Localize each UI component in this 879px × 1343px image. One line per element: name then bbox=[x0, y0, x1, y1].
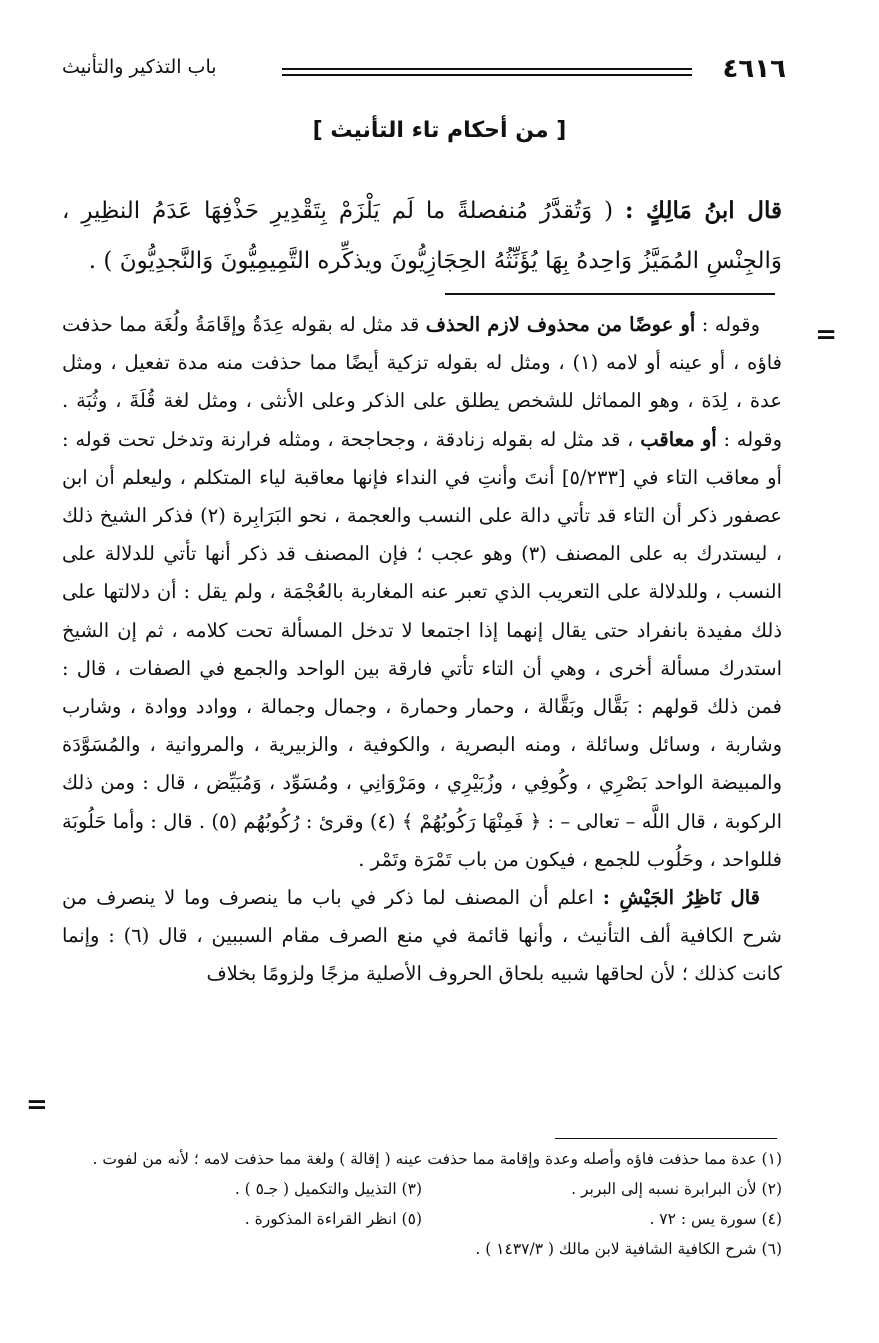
commentary-text: ، قد مثل له بقوله زنادقة ، وجحاجحة ، ومثله فرارنة وتدخل تحت قوله : أو معاقب التاء في [٥/٢٣٣] أنتَ وأنتِ في النداء فإنها معاقبة لياء المتكلم ، وليعلم أن ابن عصفور ذكر أن التاء قد تأتي دالة على النسب والعجمة ، نحو البَرَابِرة (٢) فذكر الشيخ ذلك ، ليستدرك به على المصنف (٣) وهو عجب ؛ فإن المصنف قد ذكر أنها تأتي للدلالة على النسب ، وللدلالة على التعريب الذي تعبر عنه المغاربة بالعُجْمَة ، ولم يقل : أن دلالتها على ذلك مفيدة بانفراد حتى يقال إنهما إذا اجتمعا لا تدخل المسألة تحت كلامه ، ثم إن الشيخ استدرك مسألة أخرى ، وهي أن التاء تأتي فارقة بين الواحد والجمع في الصفات ، قال : فمن ذلك قولهم : بَقَّال وبَقَّالة ، وحمار وحمارة ، وجمال وجمالة ، ووادد ووادة ، وشارب وشاربة ، وسائل وسائلة ، ومنه البصرية ، والكوفية ، والزبيرية ، والمروانية ، والمُسَوَّدَة والمبيضة الواحد بَصْرِي ، وكُوفِي ، وزُبَيْرِي ، ومَرْوَانِي ، ومُسَوِّد ، وَمُبَيِّض ، قال : ومن ذلك الركوبة ، قال اللَّه – تعالى – : ﴿ فَمِنْهَا رَكُوبُهُمْ ﴾ (٤) وقرئ : رُكُوبُهُم (٥) . قال : وأما حَلُوبَة فللواحد ، وحَلُوب للجمع ، فيكون من باب تَمْرَة وتَمْر . bbox=[62, 427, 783, 871]
matn-quote bbox=[62, 186, 782, 286]
matn-text: ( وَتُقدَّرُ مُنفصلةً ما لَم يَلْزَمْ بِتَقْدِيرِ حَذْفِهَا عَدَمُ النظِيرِ ، وَالجِنْسِ المُمَيَّزُ وَاحِدهُ بِهَا يُؤَنِّثُهُ الحِجَازِيُّونَ ويذكِّره التَّمِيمِيُّونَ وَالنَّجدِيُّونَ ) . bbox=[62, 198, 782, 274]
continuation-mark-end: = bbox=[26, 1090, 48, 1120]
footnote-5: (٥) انظر القراءة المذكورة . bbox=[244, 1210, 422, 1228]
page-number: ٤٦١٦ bbox=[722, 54, 786, 84]
continuation-mark-start: = bbox=[815, 320, 837, 350]
commentary-paragraph bbox=[62, 306, 782, 879]
header-rule bbox=[282, 68, 692, 76]
commentary-intro: وقوله : bbox=[701, 313, 760, 336]
commentary-bold-phrase: أو معاقب bbox=[640, 427, 717, 451]
commentary-speaker: قال نَاظِرُ الجَيْشِ : bbox=[602, 886, 760, 910]
footnote-divider bbox=[555, 1138, 777, 1139]
footnote-row bbox=[62, 1174, 782, 1204]
commentary-text: قد مثل له بقوله عِدَةُ وإقَامَةُ ولُغَة مما حذفت فاؤه ، أو عينه أو لامه (١) ، ومثل له بقوله تزكية أيضًا مما حذفت منه مدة تفعيل ، ومثل عدة ، لِدَة ، وهو المماثل للشخص يطلق على الذكر وعلى الأنثى ، ومثل لغة قُلَةَ ، وثُبَة . وقوله : bbox=[62, 313, 783, 451]
running-header bbox=[62, 52, 786, 92]
matn-speaker: قال ابنُ مَالِكٍ : bbox=[624, 197, 782, 224]
matn-divider bbox=[445, 293, 775, 295]
footnote-row bbox=[62, 1204, 782, 1234]
chapter-title: باب التذكير والتأنيث bbox=[62, 56, 217, 78]
footnote-2: (٢) لأن البرابرة نسبه إلى البربر . bbox=[571, 1180, 782, 1198]
footnote-6: (٦) شرح الكافية الشافية لابن مالك ( ١٤٣٧/٣ ) . bbox=[475, 1240, 782, 1258]
commentary-paragraph bbox=[62, 879, 782, 994]
commentary-body bbox=[62, 306, 782, 994]
footnote-1: (١) عدة مما حذفت فاؤه وأصله وعدة وإقامة مما حذفت عينه ( إقالة ) ولغة مما حذفت لامه ؛ لأنه من لفوت . bbox=[92, 1150, 782, 1168]
footnote-4: (٤) سورة يس : ٧٢ . bbox=[649, 1210, 782, 1228]
commentary-text: اعلم أن المصنف لما ذكر في باب ما ينصرف وما لا ينصرف من شرح الكافية ألف التأنيث ، وأنها قائمة في منع الصرف مقام السببين ، قال (٦) : وإنما كانت كذلك ؛ لأن لحاقها شبيه بلحاق الحروف الأصلية مزجًا ولزومًا بخلاف bbox=[62, 886, 782, 986]
footnote-3: (٣) التذييل والتكميل ( جـ٥ ) . bbox=[234, 1180, 422, 1198]
section-heading: [ من أحكام تاء التأنيث ] bbox=[312, 118, 567, 143]
footnotes bbox=[62, 1144, 782, 1264]
commentary-bold-phrase: أو عوضًا من محذوف لازم الحذف bbox=[425, 313, 696, 336]
